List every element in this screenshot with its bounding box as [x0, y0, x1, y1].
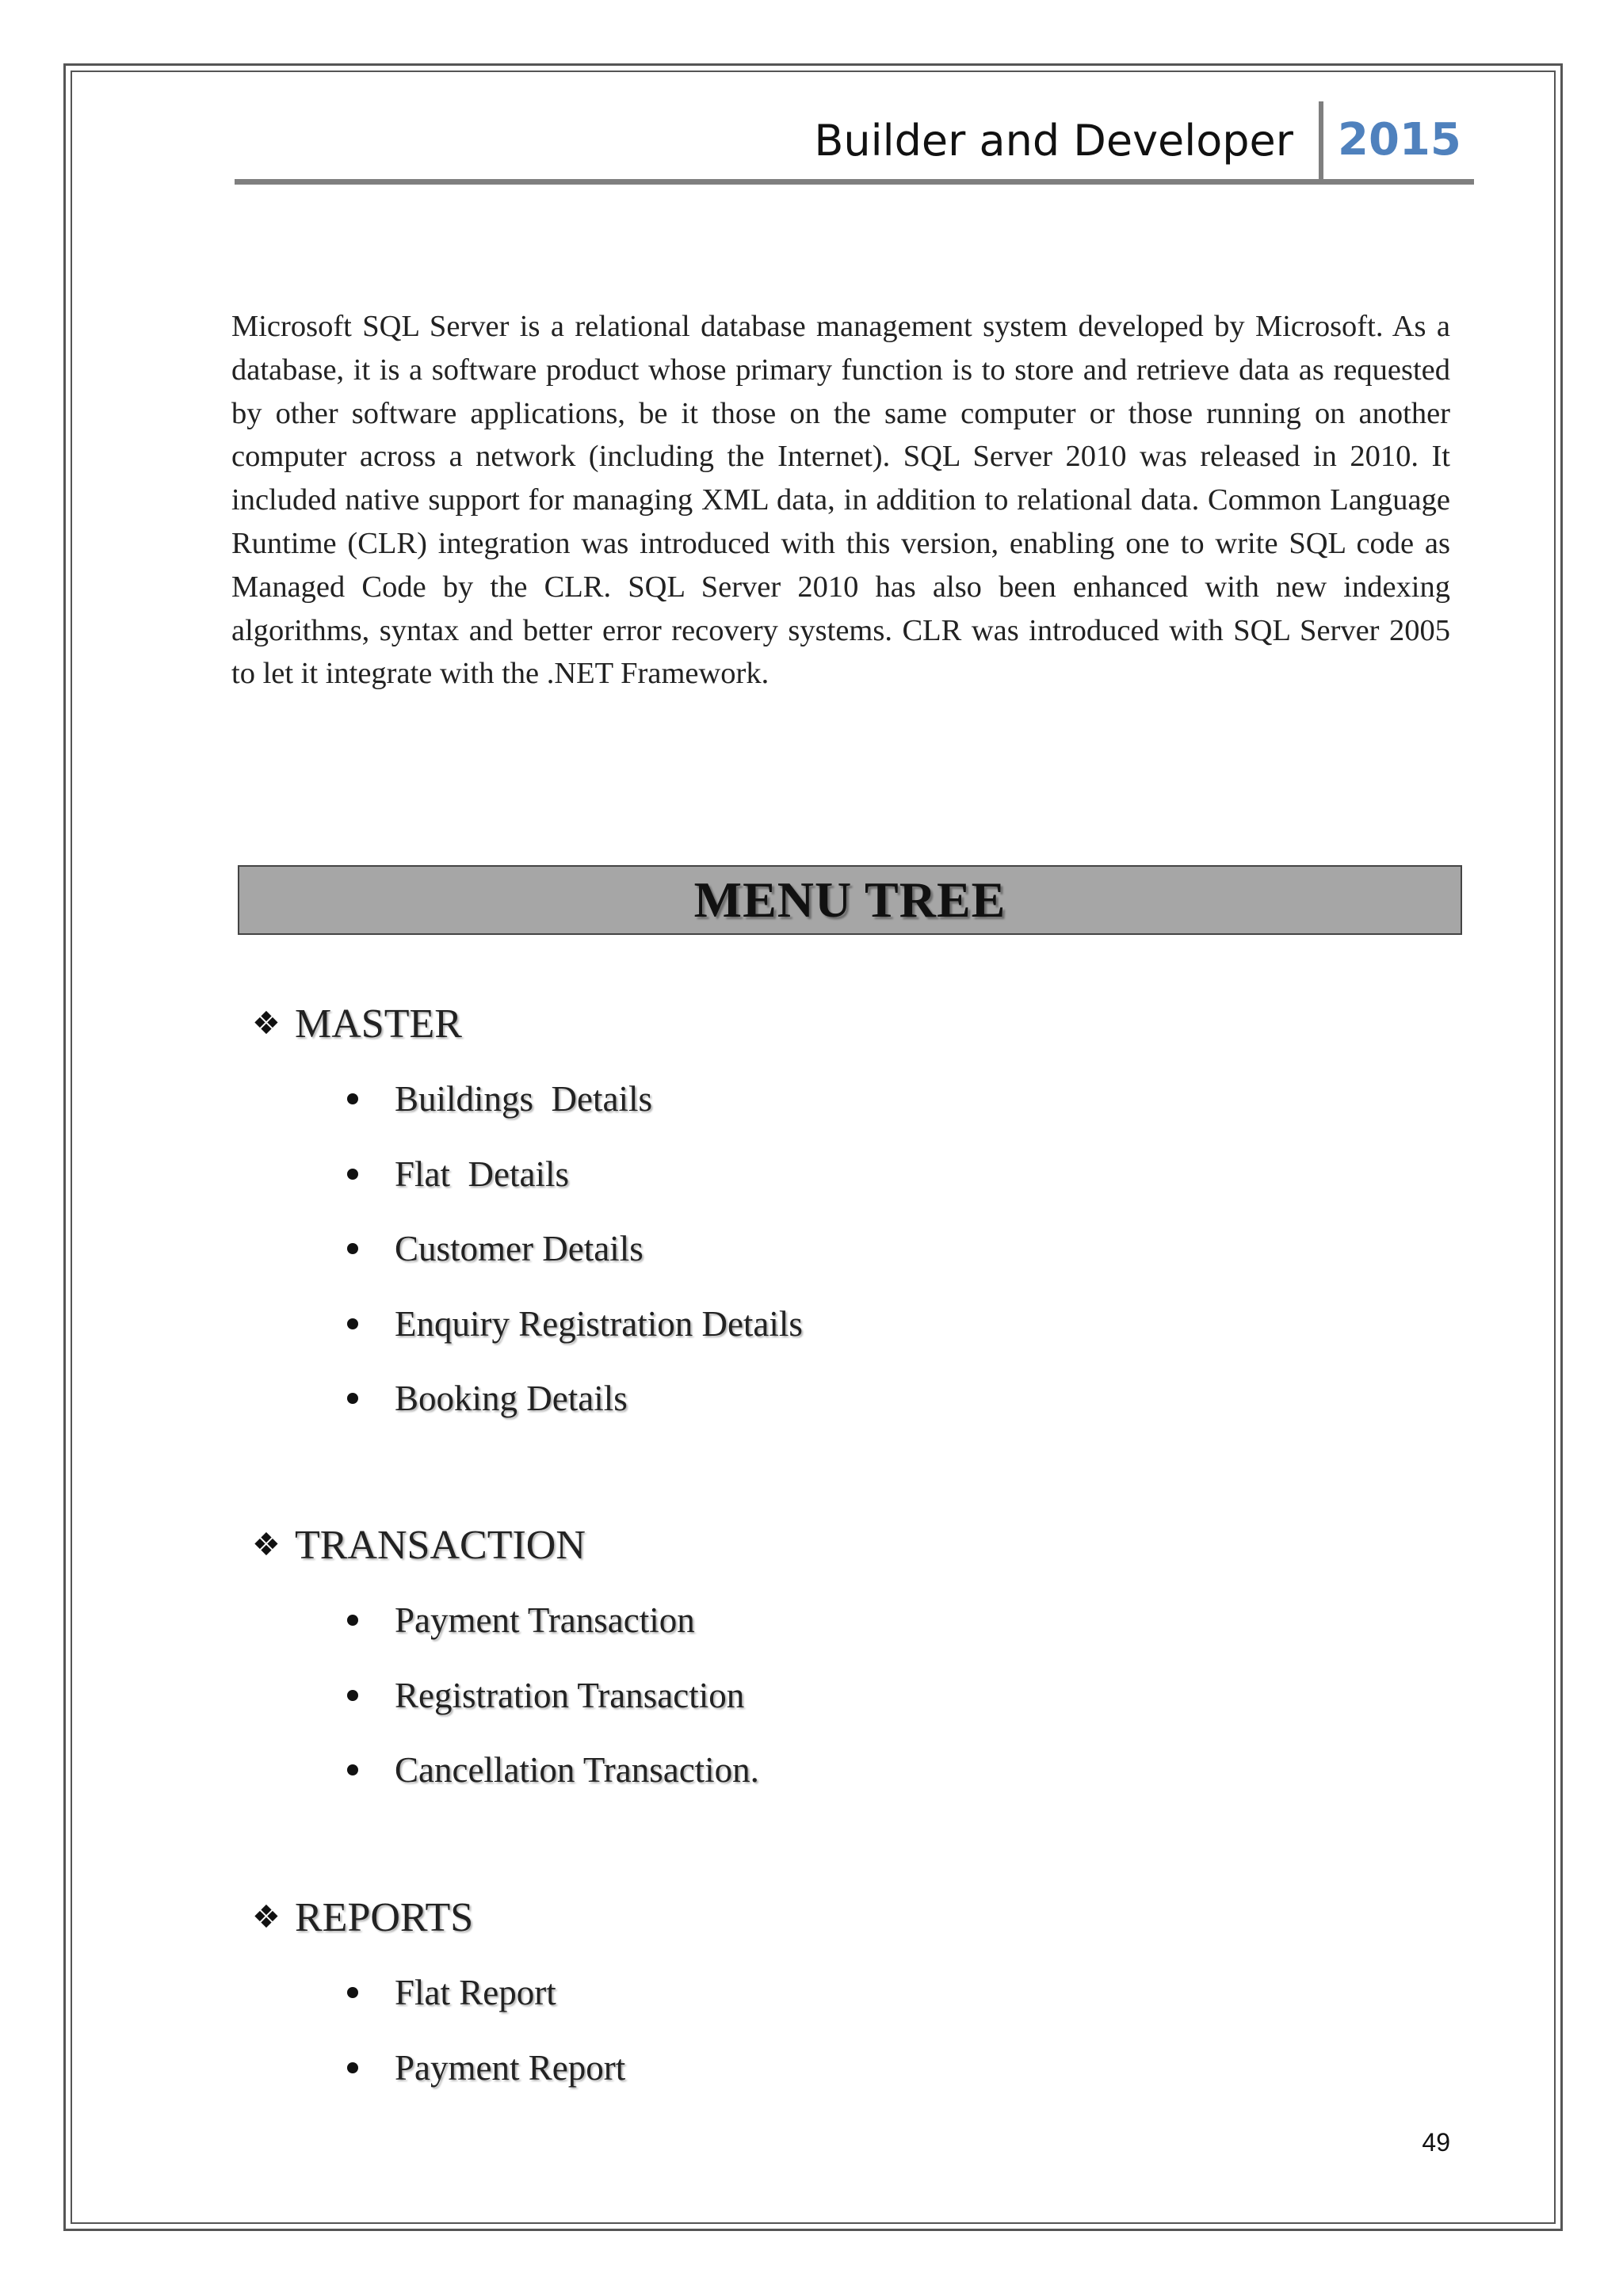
item-label: Payment Transaction [395, 1600, 695, 1641]
header-divider [1319, 101, 1323, 184]
section-heading [252, 1521, 664, 1569]
section-label: TRANSACTION [295, 1522, 586, 1568]
section-label: REPORTS [295, 1894, 474, 1940]
section-item-list [347, 1955, 625, 2105]
diamond-bullet-icon: ❖ [252, 1899, 281, 1936]
section-item-list [347, 1583, 759, 1808]
list-item [347, 1287, 803, 1362]
bullet-icon [347, 1987, 358, 1998]
bullet-icon [347, 1093, 358, 1104]
page-header [235, 101, 1474, 184]
section-heading [252, 1000, 708, 1047]
item-label: Customer Details [395, 1229, 643, 1269]
item-label: Flat Report [395, 1973, 556, 2013]
section-transaction [252, 1521, 759, 1808]
intro-paragraph: Microsoft SQL Server is a relational database management system developed by Microsoft. As a database, it is a software product whose primary function is to store and retrieve data as requested by other software applications, be it those on the same computer or those running on another computer across a network (including the Internet). SQL Server 2010 was released in 2010. It included native support for managing XML data, in addition to relational data. Common Language Runtime (CLR) integration was introduced with this version, enabling one to write SQL code as Managed Code by the CLR. SQL Server 2010 has also been enhanced with new indexing algorithms, syntax and better error recovery systems. CLR was introduced with SQL Server 2005 to let it integrate with the .NET Framework. [231, 310, 1450, 691]
list-item [347, 1733, 759, 1808]
bullet-icon [347, 1764, 358, 1775]
page-number: 49 [1422, 2128, 1450, 2157]
bullet-icon [347, 1690, 358, 1701]
header-title: Builder and Developer [814, 116, 1293, 166]
bullet-icon [347, 1169, 358, 1180]
list-item [347, 1583, 759, 1658]
diamond-bullet-icon: ❖ [252, 1527, 281, 1563]
list-item [347, 1658, 759, 1733]
section-master [252, 1000, 803, 1436]
list-item [347, 1211, 803, 1287]
bullet-icon [347, 1318, 358, 1329]
diamond-bullet-icon: ❖ [252, 1005, 281, 1042]
item-label: Flat Details [395, 1154, 569, 1194]
list-item [347, 1062, 803, 1137]
header-year: 2015 [1338, 114, 1461, 166]
bullet-icon [347, 1393, 358, 1404]
item-label: Payment Report [395, 2047, 626, 2088]
list-item [347, 1361, 803, 1436]
section-label: MASTER [295, 1001, 462, 1047]
section-item-list [347, 1062, 803, 1436]
menu-tree-title: MENU TREE [693, 871, 1006, 928]
bullet-icon [347, 2062, 358, 2073]
section-reports [252, 1894, 626, 2105]
item-label: Enquiry Registration Details [395, 1303, 803, 1344]
bullet-icon [347, 1243, 358, 1254]
item-label: Cancellation Transaction. [395, 1750, 759, 1791]
menu-tree-banner [238, 865, 1462, 935]
list-item [347, 1955, 625, 2031]
list-item [347, 1137, 803, 1212]
section-heading [252, 1894, 530, 1941]
bullet-icon [347, 1615, 358, 1626]
header-rule [235, 179, 1474, 185]
item-label: Registration Transaction [395, 1675, 745, 1715]
item-label: Buildings Details [395, 1079, 652, 1119]
list-item [347, 2031, 625, 2106]
item-label: Booking Details [395, 1379, 628, 1419]
